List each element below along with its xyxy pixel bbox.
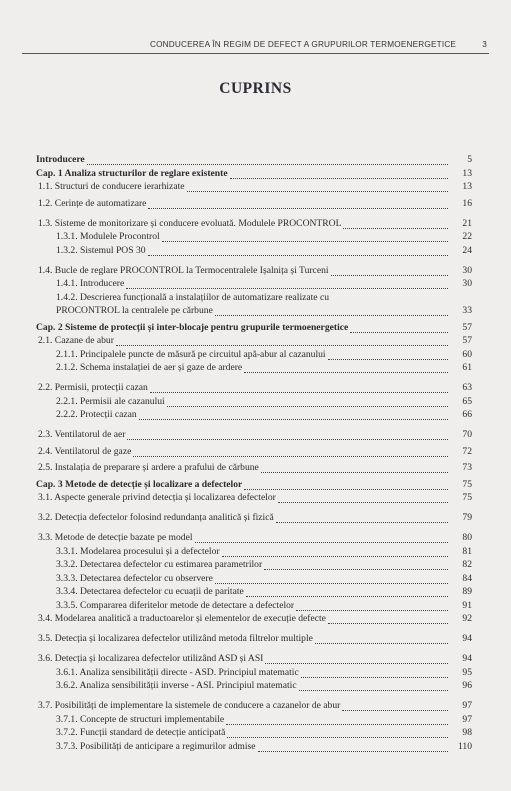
toc-entry-label: 2.2. Permisii, protecții cazan: [38, 382, 148, 393]
toc-leader-dots: [215, 575, 448, 584]
toc-leader-dots: [187, 183, 448, 192]
toc-entry: [36, 349, 472, 360]
toc-entry-page: 110: [457, 740, 472, 752]
toc-entry: [36, 714, 472, 725]
toc-entry: [36, 265, 472, 276]
toc-entry-page: 91: [462, 599, 472, 611]
toc-entry: [36, 600, 472, 611]
toc-leader-dots: [328, 615, 448, 624]
toc-entry-label: Introducere: [36, 154, 85, 165]
toc-entry-page: 16: [462, 197, 472, 209]
toc-entry-label: 2.3. Ventilatorul de aer: [38, 429, 126, 440]
toc-entry-label: 3.3. Metode de detecție bazate pe model: [38, 532, 193, 543]
page-number: 3: [482, 40, 487, 49]
toc-entry-label: 1.4.2. Descrierea funcțională a instalațiilor de automatizare realizate cu: [56, 291, 330, 303]
toc-entry-label: 2.1.1. Principalele puncte de măsură pe circuitul apă-abur al cazanului: [56, 348, 326, 360]
toc-entry: [36, 429, 472, 440]
toc-entry: [36, 546, 472, 557]
toc-leader-dots: [342, 702, 448, 711]
toc-entry: [36, 292, 472, 303]
toc-entry-label: 2.4. Ventilatorul de gaze: [38, 445, 132, 457]
toc-entry-page: 61: [462, 362, 472, 373]
toc-entry-label: 3.3.1. Modelarea procesului și a defectelor: [56, 545, 220, 557]
toc-entry-page: 98: [462, 727, 472, 738]
toc-entry-page: 82: [462, 559, 472, 570]
toc-leader-dots: [215, 307, 448, 316]
toc-entry: [36, 218, 472, 229]
toc-entry-label: 3.3.3. Detectarea defectelor cu observere: [56, 572, 213, 584]
toc-entry: [36, 573, 472, 584]
toc-entry: [36, 382, 472, 393]
toc-leader-dots: [227, 729, 448, 738]
toc-entry: [36, 168, 472, 179]
toc-entry: [36, 362, 472, 373]
toc-entry-label: 3.6.1. Analiza sensibilității directe - ASD. Principiul matematic: [56, 666, 299, 678]
toc-entry-label: 3.1. Aspecte generale privind detecția și localizarea defectelor: [38, 492, 276, 503]
toc-entry-label: 3.2. Detecția defectelor folosind redundanța analitică și fizică: [38, 512, 274, 523]
toc-entry-page: 72: [462, 445, 472, 457]
toc-leader-dots: [139, 411, 448, 420]
toc-entry-label: 1.1. Structuri de conducere ierarhizate: [38, 181, 185, 192]
running-header: [150, 40, 487, 49]
toc-entry-page: 75: [462, 492, 472, 503]
toc-entry-page: 63: [462, 382, 472, 393]
toc-entry-page: 21: [462, 217, 472, 229]
toc-entry: [36, 532, 472, 543]
toc-leader-dots: [278, 494, 448, 503]
toc-entry-page: 92: [462, 613, 472, 624]
toc-entry-label: 2.2.1. Permisii ale cazanului: [56, 395, 165, 407]
toc-entry-page: 60: [462, 348, 472, 360]
toc-entry: [36, 154, 472, 165]
toc-leader-dots: [222, 548, 448, 557]
toc-entry-page: 13: [462, 181, 472, 192]
toc-entry-page: 94: [462, 653, 472, 664]
toc-entry: [36, 181, 472, 192]
toc-leader-dots: [331, 267, 448, 276]
toc-leader-dots: [301, 669, 448, 678]
toc-entry: [36, 633, 472, 644]
running-title: CONDUCEREA ÎN REGIM DE DEFECT A GRUPURILOR TERMOENERGETICE: [150, 40, 457, 49]
toc-entry: [36, 322, 472, 333]
toc-leader-dots: [343, 220, 448, 229]
toc-entry: [36, 727, 472, 738]
toc-entry-page: 70: [462, 429, 472, 440]
toc-entry-page: 22: [462, 231, 472, 242]
toc-entry: [36, 278, 472, 289]
toc-entry-label: 3.7.1. Concepte de structuri implementabile: [56, 713, 225, 725]
toc-leader-dots: [276, 514, 448, 523]
toc-entry: [36, 559, 472, 570]
toc-leader-dots: [167, 398, 448, 407]
toc-entry: [36, 667, 472, 678]
toc-entry-label: 2.2.2. Protecții cazan: [56, 409, 137, 420]
toc-entry: [36, 653, 472, 664]
toc-entry-label: PROCONTROL la centralele pe cărbune: [56, 305, 213, 316]
toc-entry-page: 80: [462, 532, 472, 543]
toc-entry: [36, 492, 472, 503]
toc-leader-dots: [265, 655, 448, 664]
toc-entry: [36, 446, 472, 457]
toc-leader-dots: [230, 170, 448, 179]
toc-leader-dots: [162, 233, 448, 242]
toc-entry-page: 30: [462, 278, 472, 289]
toc-entry: [36, 409, 472, 420]
toc-entry: [36, 512, 472, 523]
toc-leader-dots: [150, 384, 448, 393]
toc-entry-page: 94: [462, 633, 472, 644]
toc-entry-label: 1.3.2. Sistemul POS 30: [56, 244, 146, 256]
toc-entry-page: 97: [462, 700, 472, 711]
toc-entry: [36, 245, 472, 256]
toc-entry-page: 57: [462, 321, 472, 333]
toc-entry-page: 81: [462, 545, 472, 557]
toc-entry-label: 3.7.2. Funcții standard de detecție anticipată: [56, 727, 226, 738]
toc-entry-page: 24: [462, 244, 472, 256]
toc-entry: [36, 680, 472, 691]
toc-entry: [36, 613, 472, 624]
toc-leader-dots: [126, 280, 448, 289]
toc-entry-label: 1.2. Cerințe de automatizare: [38, 197, 147, 209]
toc-entry-page: 84: [462, 572, 472, 584]
toc-entry-label: 2.1. Cazane de abur: [38, 335, 114, 346]
toc-entry-page: 30: [462, 264, 472, 276]
toc-entry-page: 66: [462, 409, 472, 420]
toc-entry-label: 3.4. Modelarea analitică a traductoarelor și elementelor de execuție defecte: [38, 613, 326, 624]
toc-entry-label: 3.3.5. Compararea diferitelor metode de detectare a defectelor: [56, 599, 295, 611]
toc-entry: [36, 198, 472, 209]
toc-entry: [36, 335, 472, 346]
toc-entry-label: 1.4.1. Introducere: [56, 278, 125, 289]
toc-leader-dots: [258, 743, 448, 752]
toc-entry-page: 5: [467, 154, 472, 165]
toc-leader-dots: [195, 534, 449, 543]
toc-entry-label: 3.6. Detecția și localizarea defectelor utilizând ASD și ASI: [38, 653, 264, 664]
toc-leader-dots: [244, 364, 448, 373]
toc-leader-dots: [127, 431, 448, 440]
toc-entry: [36, 741, 472, 752]
toc-entry-label: 3.7. Posibilități de implementare la sistemele de conducere a cazanelor de abur: [38, 700, 341, 711]
toc-entry-label: 3.6.2. Analiza sensibilității inverse - ASI. Principiul matematic: [56, 680, 297, 691]
toc-entry-label: 2.1.2. Schema instalației de aer și gaze de ardere: [56, 362, 243, 373]
toc-leader-dots: [226, 716, 448, 725]
toc-leader-dots: [264, 561, 448, 570]
toc-entry-page: 97: [462, 713, 472, 725]
toc-leader-dots: [246, 588, 448, 597]
page-title: CUPRINS: [219, 80, 292, 97]
toc-leader-dots: [87, 156, 448, 165]
toc-leader-dots: [261, 464, 448, 473]
toc-leader-dots: [328, 351, 448, 360]
toc-entry: [36, 396, 472, 407]
toc-entry-label: Cap. 2 Sisteme de protecții și inter-blocaje pentru grupurile termoenergetice: [36, 321, 349, 333]
toc-entry-label: 1.4. Bucle de reglare PROCONTROL la Termocentralele Ișalnița și Turceni: [38, 264, 329, 276]
toc-entry-label: 1.3. Sisteme de monitorizare și conducere evoluată. Modulele PROCONTROL: [38, 217, 342, 229]
toc-entry-page: 75: [462, 478, 472, 490]
toc-entry-label: 2.5. Instalația de preparare și ardere a prafului de cărbune: [38, 462, 259, 473]
toc-leader-dots: [315, 635, 448, 644]
toc-leader-dots: [350, 324, 448, 333]
toc-entry-label: 3.3.2. Detectarea defectelor cu estimarea parametrilor: [56, 559, 263, 570]
toc-entry: [36, 231, 472, 242]
toc-entry: [36, 586, 472, 597]
toc-entry-page: 73: [462, 462, 472, 473]
toc-leader-dots: [148, 200, 448, 209]
toc-entry-page: 57: [462, 335, 472, 346]
toc-entry: [36, 700, 472, 711]
toc-entry: [36, 479, 472, 490]
toc-leader-dots: [133, 448, 448, 457]
toc-entry-page: 95: [462, 666, 472, 678]
toc-entry-label: Cap. 3 Metode de detecție și localizare a defectelor: [36, 478, 243, 490]
toc-entry-label: Cap. 1 Analiza structurilor de reglare existente: [36, 167, 228, 179]
toc-entry-page: 96: [462, 680, 472, 691]
toc-leader-dots: [296, 602, 448, 611]
toc-entry-label: 3.5. Detecția și localizarea defectelor utilizând metoda filtrelor multiple: [38, 633, 313, 644]
toc-leader-dots: [299, 682, 448, 691]
toc-entry-page: 65: [462, 395, 472, 407]
toc-entry-label: 1.3.1. Modulele Procontrol: [56, 231, 160, 242]
toc-entry: [36, 305, 472, 316]
header-rule: [22, 53, 489, 54]
toc-entry-page: 33: [462, 305, 472, 316]
toc-leader-dots: [244, 481, 448, 490]
toc-entry-label: 3.7.3. Posibilități de anticipare a regimurilor admise: [56, 740, 256, 752]
table-of-contents: [36, 154, 472, 752]
toc-entry: [36, 462, 472, 473]
toc-entry-page: 79: [462, 512, 472, 523]
toc-leader-dots: [148, 247, 448, 256]
toc-leader-dots: [116, 337, 448, 346]
toc-entry-label: 3.3.4. Detectarea defectelor cu ecuații de paritate: [56, 586, 244, 597]
toc-entry-page: 13: [462, 167, 472, 179]
toc-entry-page: 89: [462, 586, 472, 597]
